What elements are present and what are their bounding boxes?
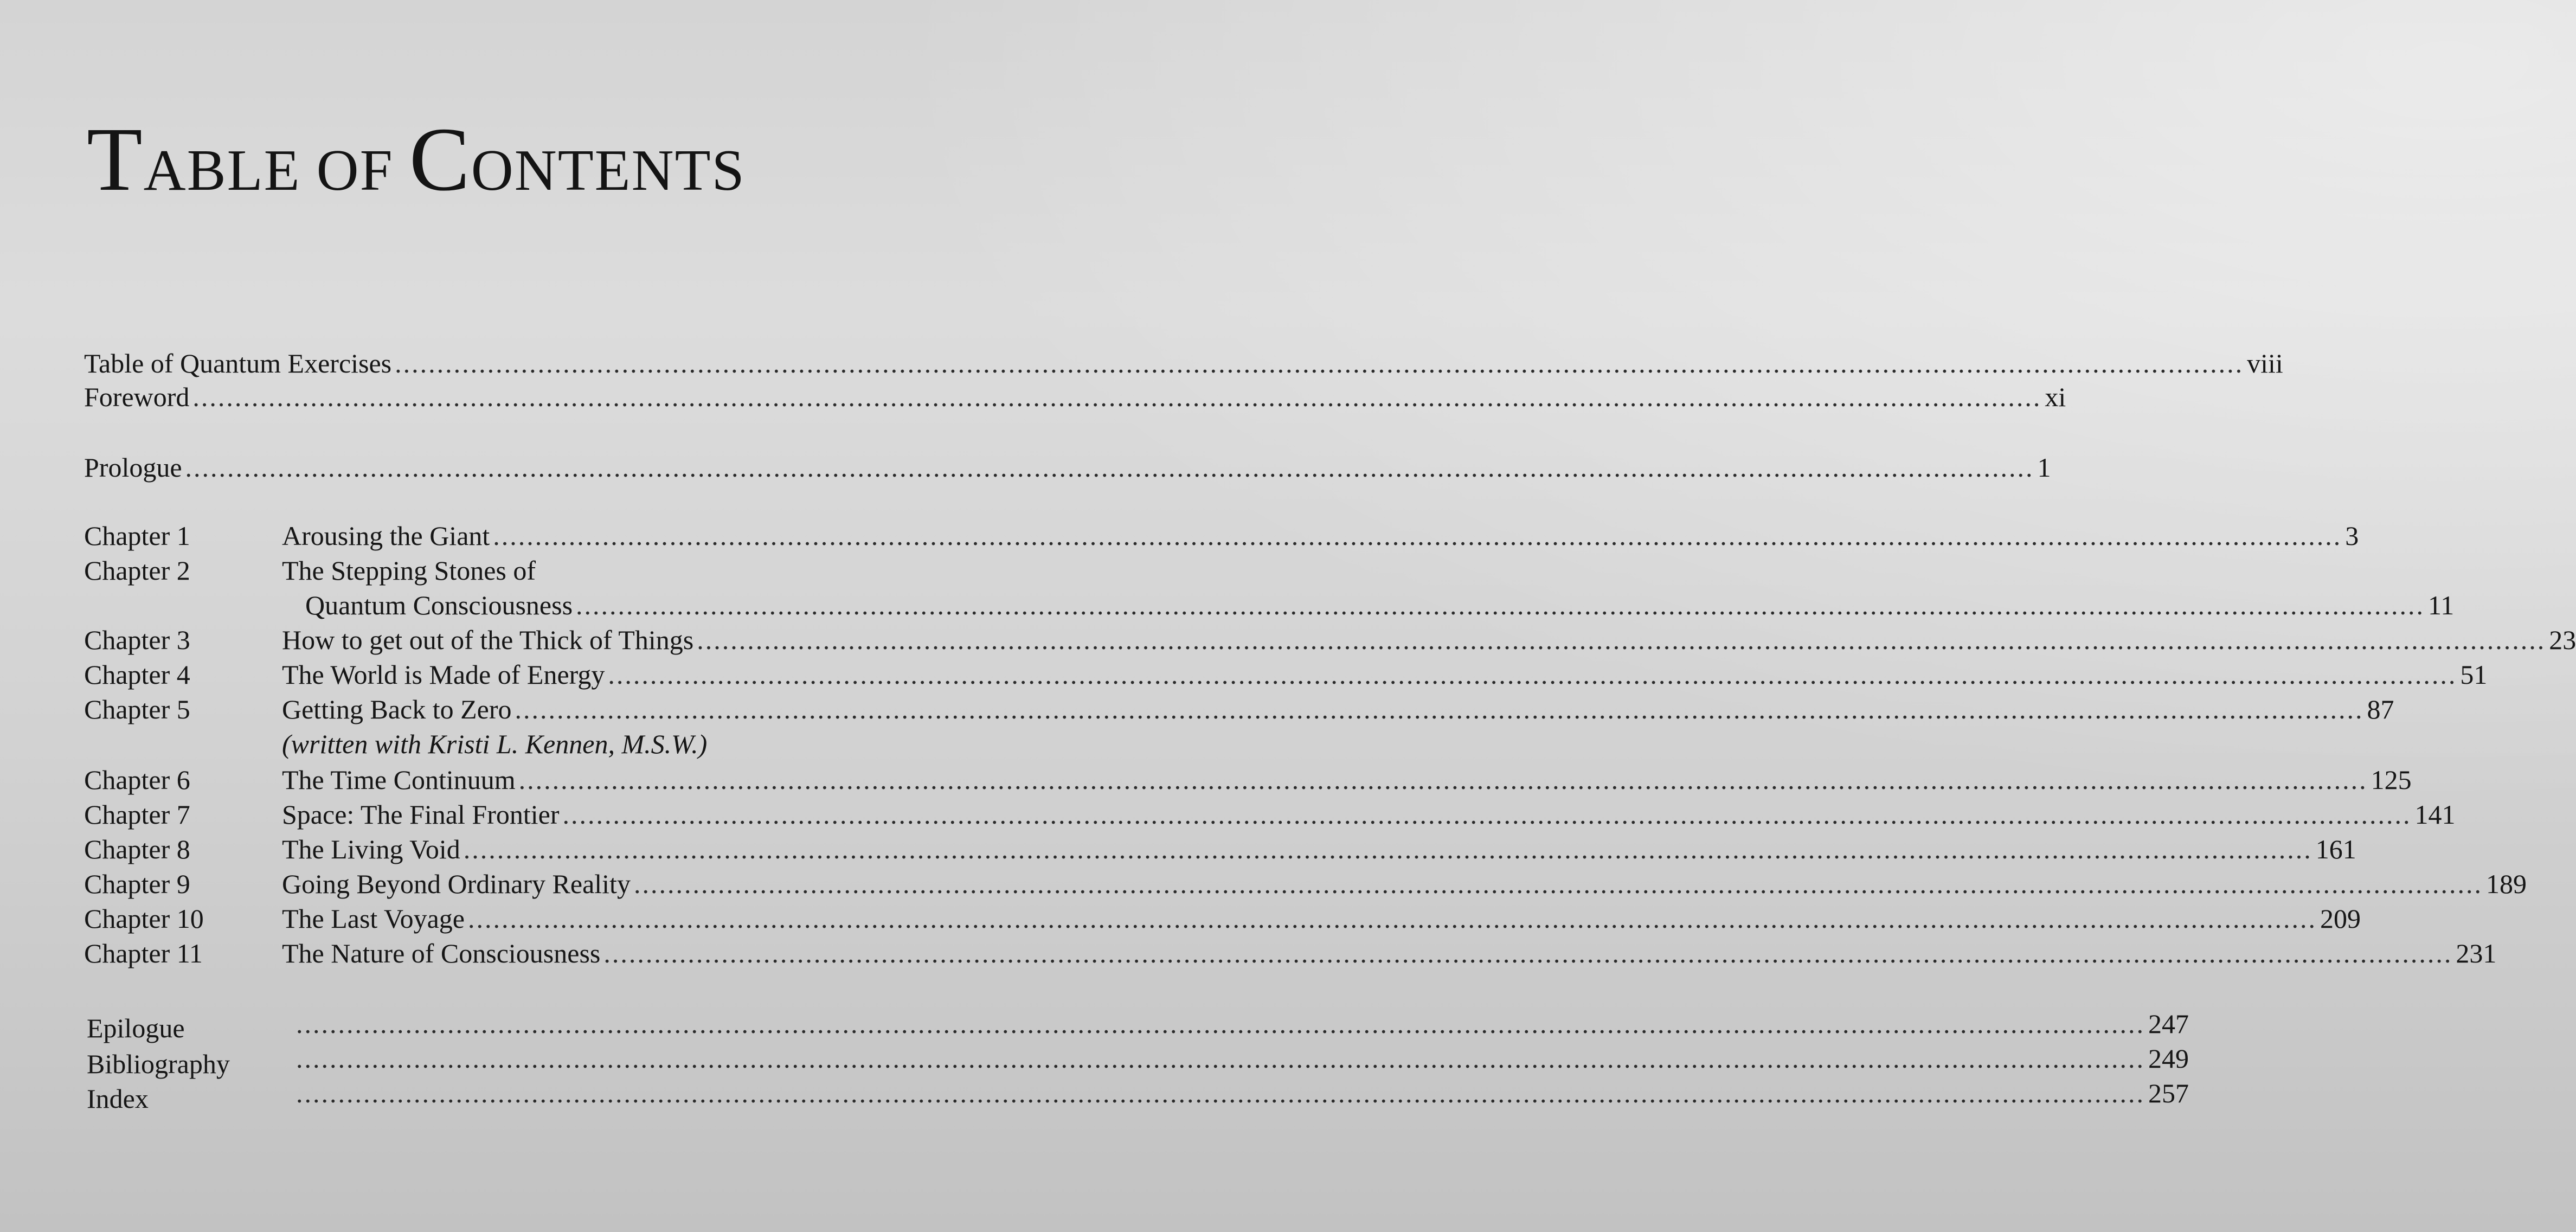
entry-page-number: viii <box>2247 348 2283 378</box>
entry-label: The Nature of Consciousness <box>282 938 601 968</box>
entry-page-number: 257 <box>2148 1078 2189 1108</box>
chapter-number: Chapter 11 <box>84 938 203 968</box>
back-matter-label-index: Index <box>87 1083 149 1114</box>
dot-leader: ............................................................................................................................................................................................................................ <box>493 521 2342 551</box>
dot-leader: ............................................................................................................................................................................................................................ <box>603 938 2453 968</box>
toc-entry-chapter-8[interactable] <box>282 833 2356 865</box>
toc-entry-chapter-4[interactable] <box>282 658 2488 691</box>
entry-page-number: 23 <box>2549 625 2576 655</box>
entry-page-number: 247 <box>2148 1009 2189 1039</box>
toc-entry-chapter-11[interactable] <box>282 937 2497 970</box>
entry-page-number: 141 <box>2414 799 2456 830</box>
title-initial-c: C <box>409 109 471 210</box>
dot-leader: ............................................................................................................................................................................................................................ <box>515 694 2364 724</box>
entry-label: The Living Void <box>282 834 460 864</box>
toc-entry-chapter-9[interactable] <box>282 868 2527 900</box>
entry-label: Foreword <box>84 382 190 412</box>
toc-entry-chapter-3[interactable] <box>282 624 2576 656</box>
toc-entry-chapter-2[interactable] <box>305 589 2455 621</box>
toc-entry-epilogue[interactable] <box>293 1008 2189 1040</box>
entry-label: How to get out of the Thick of Things <box>282 625 694 655</box>
toc-entry-chapter-1[interactable] <box>282 519 2359 552</box>
entry-page-number: 87 <box>2367 694 2394 724</box>
chapter-number: Chapter 6 <box>84 765 190 795</box>
entry-label: The Time Continuum <box>282 765 516 795</box>
entry-label: The World is Made of Energy <box>282 659 605 690</box>
entry-page-number: 125 <box>2371 765 2412 795</box>
toc-entry-chapter-6[interactable] <box>282 763 2412 796</box>
back-matter-label-bibliography: Bibliography <box>87 1049 230 1079</box>
chapter-number: Chapter 1 <box>84 521 190 551</box>
entry-label: Prologue <box>84 452 182 483</box>
chapter-number: Chapter 2 <box>84 555 190 586</box>
back-matter-label-epilogue: Epilogue <box>87 1013 185 1043</box>
chapter-number: Chapter 3 <box>84 625 190 655</box>
toc-entry-index[interactable] <box>293 1077 2189 1109</box>
chapter-number: Chapter 4 <box>84 659 190 690</box>
dot-leader: ............................................................................................................................................................................................................................ <box>296 1043 2145 1074</box>
entry-page-number: 231 <box>2456 938 2497 968</box>
chapter-number: Chapter 8 <box>84 834 190 864</box>
dot-leader: ............................................................................................................................................................................................................................ <box>576 590 2425 620</box>
toc-entry-prologue[interactable] <box>84 451 2051 484</box>
dot-leader: ............................................................................................................................................................................................................................ <box>192 382 2042 412</box>
entry-page-number: 1 <box>2037 452 2051 483</box>
toc-entry-bibliography[interactable] <box>293 1042 2189 1075</box>
entry-label: Arousing the Giant <box>282 521 490 551</box>
toc-entry-chapter-5[interactable] <box>282 693 2394 726</box>
toc-entry-chapter-10[interactable] <box>282 902 2361 935</box>
entry-label: Space: The Final Frontier <box>282 799 560 830</box>
dot-leader: ............................................................................................................................................................................................................................ <box>608 659 2457 690</box>
entry-page-number: 209 <box>2320 903 2361 934</box>
title-part-2: ONTENTS <box>471 138 746 203</box>
entry-label: Going Beyond Ordinary Reality <box>282 869 631 899</box>
dot-leader: ............................................................................................................................................................................................................................ <box>562 799 2412 830</box>
toc-entry-chapter-7[interactable] <box>282 798 2456 831</box>
chapter-title-line-1: The Stepping Stones of <box>282 555 536 586</box>
chapter-number: Chapter 7 <box>84 799 190 830</box>
dot-leader: ............................................................................................................................................................................................................................ <box>185 452 2034 483</box>
title-part-1: ABLE OF <box>143 138 409 203</box>
toc-entry-quantum-exercises[interactable] <box>84 347 2283 380</box>
entry-page-number: 161 <box>2315 834 2356 864</box>
entry-page-number: 249 <box>2148 1043 2189 1074</box>
dot-leader: ............................................................................................................................................................................................................................ <box>633 869 2483 899</box>
chapter-number: Chapter 5 <box>84 694 190 724</box>
entry-page-number: 3 <box>2345 521 2359 551</box>
chapter-number: Chapter 9 <box>84 869 190 899</box>
entry-label: Table of Quantum Exercises <box>84 348 392 378</box>
entry-page-number: 51 <box>2460 659 2488 690</box>
dot-leader: ............................................................................................................................................................................................................................ <box>296 1009 2145 1039</box>
toc-entry-foreword[interactable] <box>84 381 2066 413</box>
entry-label: Getting Back to Zero <box>282 694 512 724</box>
dot-leader: ............................................................................................................................................................................................................................ <box>463 834 2312 864</box>
dot-leader: ............................................................................................................................................................................................................................ <box>697 625 2546 655</box>
entry-label: Quantum Consciousness <box>305 590 573 620</box>
chapter-number: Chapter 10 <box>84 903 204 934</box>
dot-leader: ............................................................................................................................................................................................................................ <box>518 765 2368 795</box>
dot-leader: ............................................................................................................................................................................................................................ <box>395 348 2244 378</box>
entry-page-number: 189 <box>2485 869 2527 899</box>
entry-label: The Last Voyage <box>282 903 465 934</box>
chapter-5-coauthor-note: (written with Kristi L. Kennen, M.S.W.) <box>282 729 708 759</box>
entry-page-number: xi <box>2045 382 2066 412</box>
dot-leader: ............................................................................................................................................................................................................................ <box>296 1078 2145 1108</box>
dot-leader: ............................................................................................................................................................................................................................ <box>467 903 2317 934</box>
title-initial-t: T <box>87 109 144 210</box>
entry-page-number: 11 <box>2428 590 2455 620</box>
